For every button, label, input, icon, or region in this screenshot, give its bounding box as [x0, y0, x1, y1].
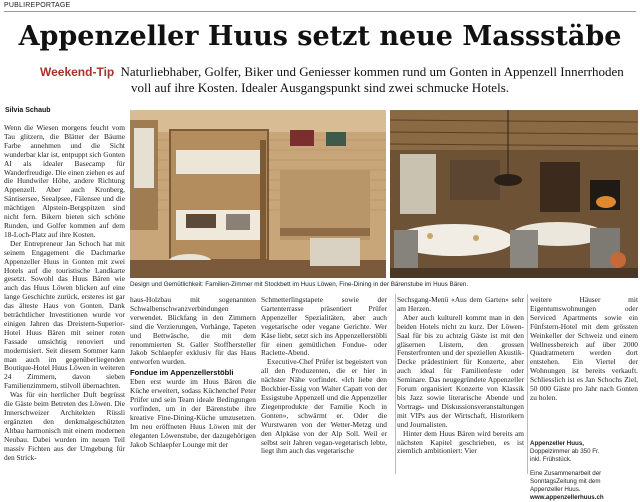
info-website-link[interactable]: www.appenzellerhuus.ch — [530, 493, 604, 501]
article-column-4 — [397, 296, 524, 476]
deck-tag: Weekend-Tip — [40, 65, 115, 79]
paragraph: Hinter dem Huus Bären wird bereits am nächsten Kapitel geschrieben, es ist ziemlich ambitioniert: Vier — [397, 428, 524, 456]
headline: Appenzeller Huus setzt neue Massstäbe — [18, 21, 622, 52]
deck — [40, 64, 640, 95]
paragraph: Wenn die Wiesen morgens feucht vom Tau glitzern, die Blätter der Bäume Farbe annehmen und die Sicht wunderbar klar ist, entpuppt sich Gonten AI als idealer Basecamp für Wanderfreudige. Die einen ziehen es auf die Hundwiler Höhe, andere Richtung Appenzell. Aber auch Kronberg, Säntisersee, Seealpsee, Fälensee und die mächtigen Alpstein-Bergspitzen sind nicht fern. Bikern bieten sich schöne Runden, und Golfer kommen auf dem 18-Loch-Platz auf ihre Kosten. — [4, 123, 125, 239]
info-spacer — [530, 463, 638, 470]
article-column-2 — [130, 296, 256, 476]
info-collab-2: SonntagsZeitung mit dem — [530, 478, 601, 486]
paragraph: Executive-Chef Prüfer ist begeistert von all den Produzenten, die er hier in nächster Nähe vorfindet. «Ich liebe den Bockbier-Essig von Walter Capatt von der Essigstube Appenzell und die Appenzeller Ziegenprodukte der Familie Koch in Gonten», schwärmt er. Oder die Wurstwaren von der Wetter-Metzg und den Alpkäse von der Alp Soll. Weil er selbst seit Jahren vegan-vegetarisch lebte, liegt ihm auch das vegetarische — [261, 357, 387, 456]
deck-line-2: voll auf ihre Kosten. Idealer Ausgangspunkt sind zwei schmucke Hotels. — [131, 80, 509, 95]
info-hotel: Appenzeller Huus, — [530, 440, 584, 447]
article-column-1 — [4, 124, 125, 476]
info-offer: Doppelzimmer ab 350 Fr. — [530, 447, 600, 455]
column-divider — [395, 294, 396, 474]
paragraph: Was für ein herrlicher Duft begrüsst die Gäste beim Betreten des Löwen. Die Innerschweizer Architekten Rüssli ergänzten den denkmalgeschützten Altbau harmonisch mit einem modernen Neubau. Dabei wurden im neuen Teil massiv Fichten aus der Umgebung für den Strick- — [4, 390, 125, 462]
info-collab-1: Eine Zusammenarbeit der — [530, 470, 602, 478]
article-column-5 — [530, 296, 638, 436]
photo-family-room — [130, 110, 386, 278]
column-divider — [527, 294, 528, 474]
info-collab-3: Appenzeller Huus. — [530, 485, 581, 493]
paragraph: weitere Häuser mit Eigentumswohnungen oder Serviced Apartments sowie ein Fünfstern-Hotel mit dem grössten Weinkeller der Schweiz und einem Wellnessbereich auf über 2000 Quadratmetern werden dort entstehen. Ein Viertel der Wohnungen ist bereits verkauft. Schliesslich ist es Jan Schochs Ziel, 50 000 Gäste pro Jahr nach Gonten zu holen. — [530, 295, 638, 402]
section-label: PUBLIREPORTAGE — [4, 2, 71, 9]
top-rule — [4, 11, 636, 12]
paragraph: Eben erst wurde im Huus Bären die Küche erweitert, sodass Küchenchef Peter Prüfer und sein Team ideale Bedingungen vorfinden, um in der Bärenstube ihre kreative Fine-Dining-Küche umzusetzen. Im neu eröffneten Huus Löwen mit der eleganten Löwenstube, der dazugehörigen Jakob Schlaepfer Lounge mit der — [130, 377, 256, 449]
family-room-illustration — [130, 110, 386, 278]
photo-restaurant — [390, 110, 638, 278]
subheading: Fondue im Appenzellerstöbli — [130, 368, 234, 378]
info-box — [530, 440, 638, 502]
photo-caption: Design und Gemütlichkeit: Familien-Zimmer mit Stockbett im Huus Löwen, Fine-Dining in der Bärenstube im Huus Bären. — [130, 281, 469, 288]
article-column-3 — [261, 296, 387, 476]
info-extra: inkl. Frühstück. — [530, 455, 572, 463]
restaurant-illustration — [390, 110, 638, 278]
paragraph: haus-Holzbau mit sogenannten Schwalbenschwanzverbindungen verwendet. Blickfang in den Zimmern sind die Verzierungen, Vorhänge, Tapeten und Bettwäsche, die mit dem renommierten St. Galler Stoffhersteller Jakob Schlaepfer exklusiv für das Haus entworfen wurden. — [130, 295, 256, 367]
paragraph: Schmetterlingstapete sowie der Gartenterrasse präsentiert Prüfer Appenzeller Spezialitäten, aber auch vegetarische oder vegane Gerichte. Wer Käse liebt, setzt sich ins Appenzellerstöbli für einen gemütlichen Fondue- oder Raclette-Abend. — [261, 295, 387, 358]
paragraph: Aber auch kulturell kommt man in den beiden Hotels nicht zu kurz. Der Löwen-Saal für bis zu achtzig Gäste ist mit den gläsernen Lüstern, den grossen Fensterfronten und der speziellen Akustik-Decke prädestiniert für Konzerte, aber auch ideal für Familienfeste oder Seminare. Das neugegründete Appenzeller Forum organisiert Konzerte von Klassik bis Jazz sowie literarische Abende und Vortrags- und Diskussionsveranstaltungen mit VIPs aus der Wirtschaft, Historikern und Journalisten. — [397, 312, 524, 429]
author-byline: Silvia Schaub — [5, 107, 51, 114]
paragraph: Sechsgang-Menü «Aus dem Garten» sehr am Herzen. — [397, 295, 524, 313]
deck-line-1: Naturliebhaber, Golfer, Biker und Geniesser kommen rund um Gonten in Appenzell Innerrhoden — [120, 64, 624, 79]
paragraph: Der Entrepreneur Jan Schoch hat mit seinem Engagement die Dachmarke Appenzeller Huus in Gonten mit zwei Hotels auf die touristische Landkarte gesetzt. Sowohl das Huus Bären wie auch das Huus Löwen blicken auf eine lange Geschichte zurück, ersteres ist gar das älteste Haus von Gonten. Dank beträchtlicher Investitionen wurde vor einigen Jahren das Dreistern-Superior-Hotel Huus Bären mit seiner roten Fassade umsichtig renoviert und modernisiert. Seit diesem Sommer kann man auch im gegenüberliegenden Boutique-Hotel Huus Löwen in weiteren 24 Zimmern, davon sieben Familienzimmern, stilvoll übernachten. — [4, 238, 125, 391]
